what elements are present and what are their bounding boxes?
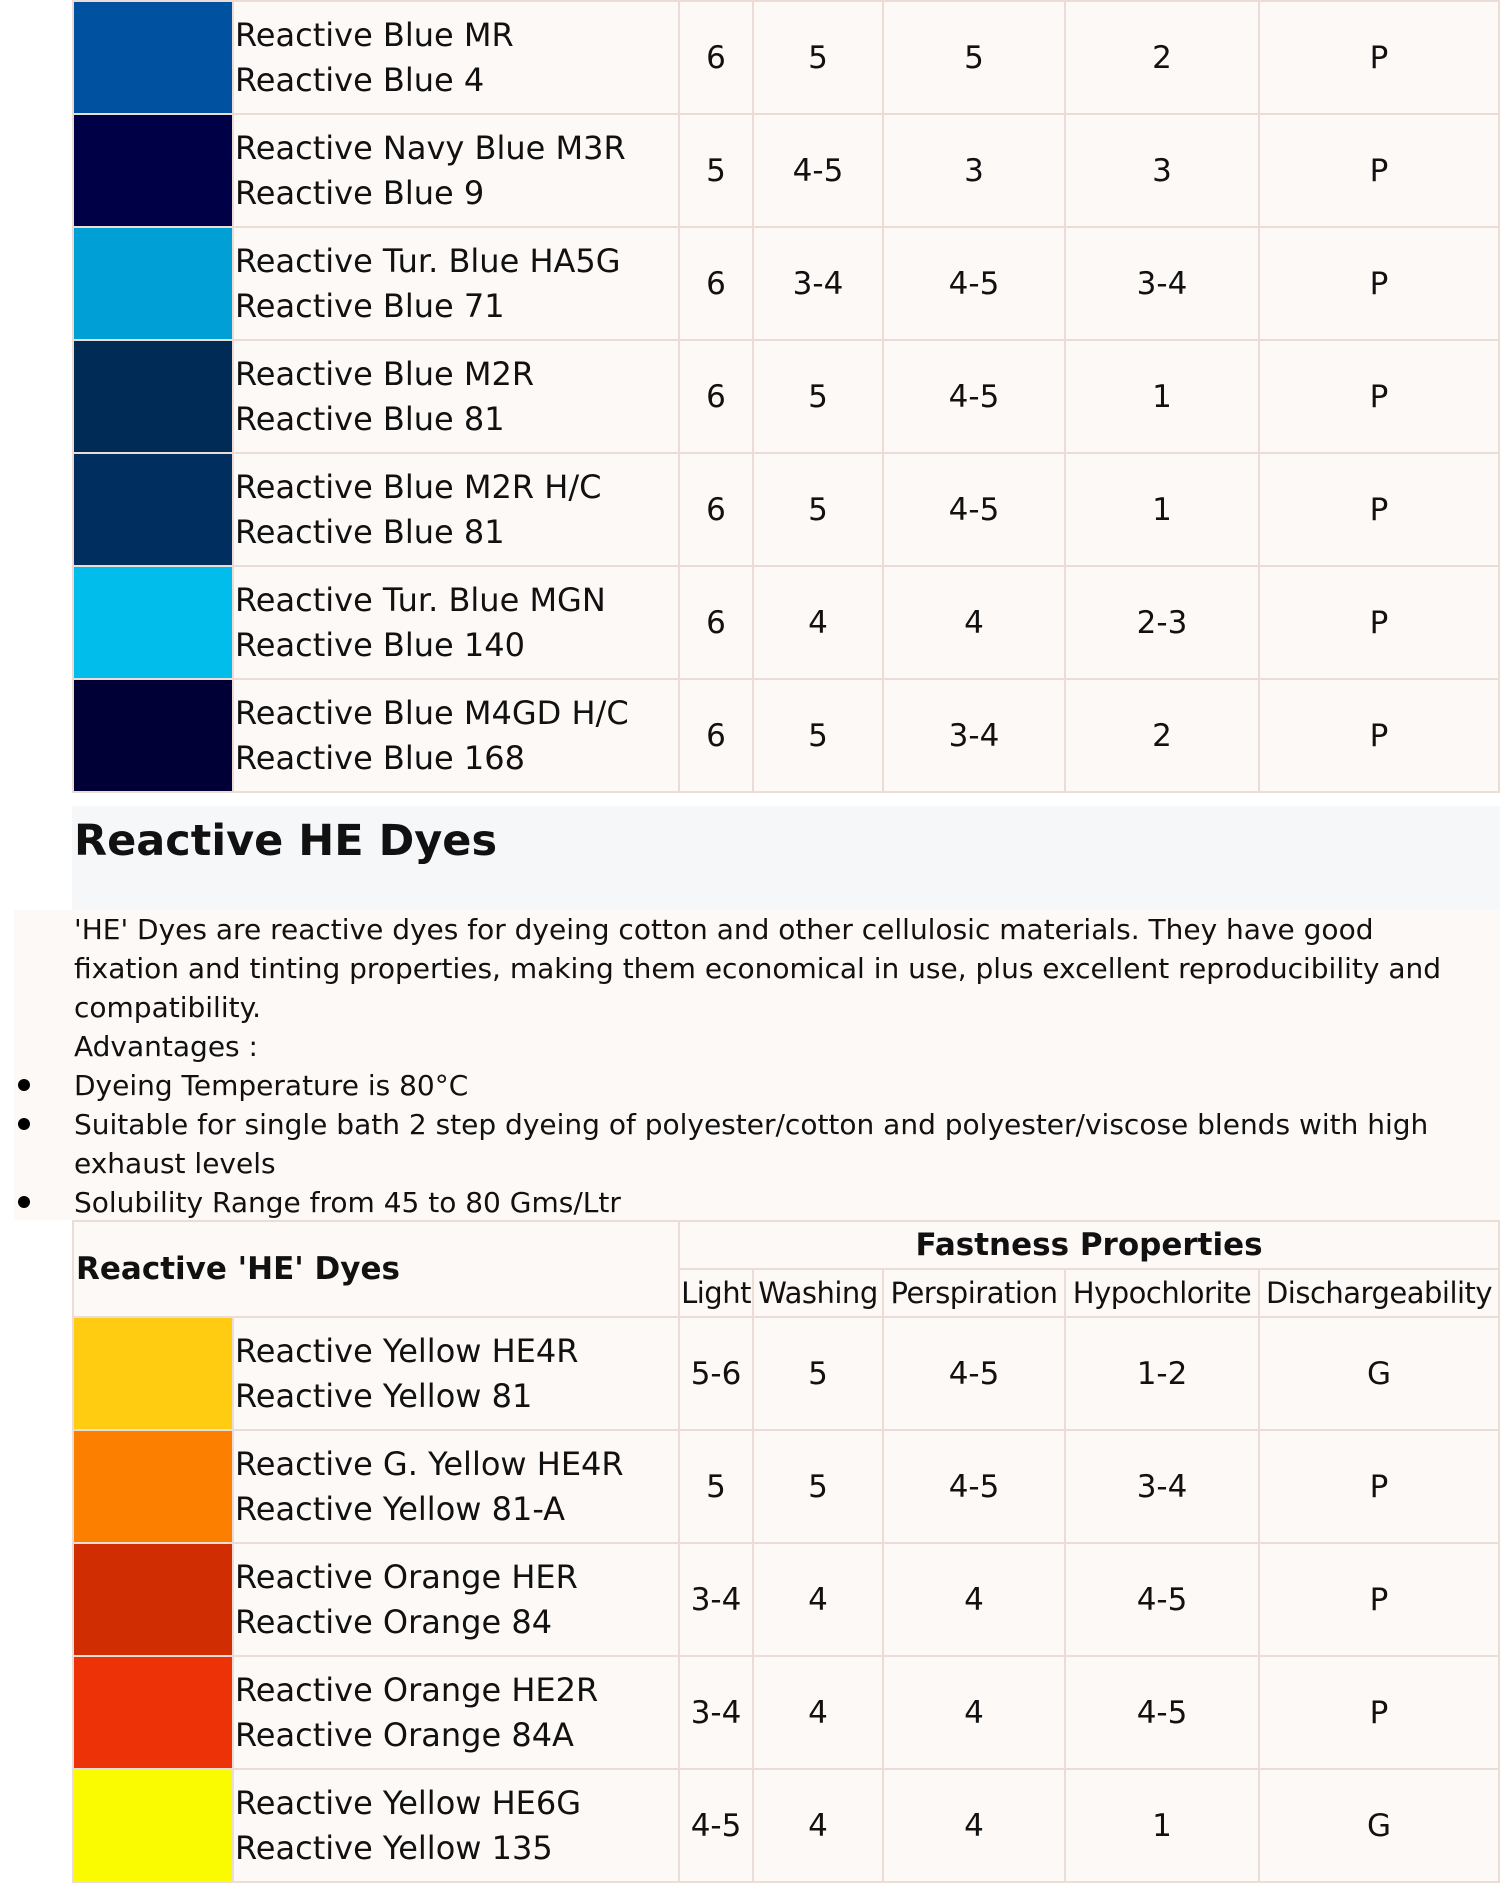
- column-header-light: Light: [679, 1269, 753, 1317]
- hypochlorite-value: 1: [1065, 1769, 1259, 1882]
- dye-name: Reactive Yellow HE4R: [235, 1331, 579, 1370]
- dye-name-cell: [233, 1769, 679, 1882]
- dye-name-cell: [233, 1656, 679, 1769]
- light-value: 6: [679, 566, 753, 679]
- light-value: 3-4: [679, 1656, 753, 1769]
- hypochlorite-value: 4-5: [1065, 1543, 1259, 1656]
- description-text: 'HE' Dyes are reactive dyes for dyeing cotton and other cellulosic materials. They have good fixation and tinting properties, making them economical in use, plus excellent reproducibility and compatibility.: [74, 913, 1442, 1024]
- dischargeability-value: P: [1259, 1656, 1499, 1769]
- list-item-text: Suitable for single bath 2 step dyeing of polyester/cotton and polyester/viscose blends with high exhaust levels: [74, 1108, 1429, 1180]
- dye-ci-name: Reactive Blue 4: [235, 60, 485, 99]
- hypochlorite-value: 4-5: [1065, 1656, 1259, 1769]
- color-swatch: [73, 453, 233, 566]
- section-description: [14, 910, 1500, 1220]
- dischargeability-value: P: [1259, 566, 1499, 679]
- dye-name: Reactive Orange HE2R: [235, 1670, 599, 1709]
- light-value: 3-4: [679, 1543, 753, 1656]
- column-header-washing: Washing: [753, 1269, 883, 1317]
- dye-name: Reactive Tur. Blue MGN: [235, 580, 606, 619]
- dischargeability-value: P: [1259, 453, 1499, 566]
- dye-ci-name: Reactive Blue 140: [235, 625, 525, 664]
- table-row: [73, 340, 1499, 453]
- dye-name: Reactive Navy Blue M3R: [235, 128, 626, 167]
- he-dyes-table: [72, 1220, 1500, 1883]
- table-title: Reactive 'HE' Dyes: [73, 1221, 679, 1317]
- list-item-text: Solubility Range from 45 to 80 Gms/Ltr: [74, 1186, 621, 1219]
- dye-name-cell: [233, 453, 679, 566]
- section-heading: Reactive HE Dyes: [74, 816, 498, 866]
- dye-name: Reactive Blue M2R H/C: [235, 467, 602, 506]
- dischargeability-value: P: [1259, 1, 1499, 114]
- perspiration-value: 3: [883, 114, 1065, 227]
- list-item: [14, 1066, 1500, 1105]
- dischargeability-value: P: [1259, 114, 1499, 227]
- dischargeability-value: P: [1259, 679, 1499, 792]
- color-swatch: [73, 227, 233, 340]
- he-dyes-table-body: [73, 1221, 1499, 1882]
- table-row: [73, 1543, 1499, 1656]
- perspiration-value: 4: [883, 1656, 1065, 1769]
- washing-value: 5: [753, 1, 883, 114]
- light-value: 6: [679, 340, 753, 453]
- dischargeability-value: G: [1259, 1769, 1499, 1882]
- dye-name-cell: [233, 1317, 679, 1430]
- dye-ci-name: Reactive Orange 84A: [235, 1715, 574, 1754]
- table-row: [73, 227, 1499, 340]
- dischargeability-value: G: [1259, 1317, 1499, 1430]
- table-row: [73, 566, 1499, 679]
- washing-value: 5: [753, 340, 883, 453]
- light-value: 5-6: [679, 1317, 753, 1430]
- dye-ci-name: Reactive Blue 81: [235, 399, 505, 438]
- fastness-properties-header: Fastness Properties: [679, 1221, 1499, 1269]
- perspiration-value: 4-5: [883, 1430, 1065, 1543]
- blue-dyes-table: [72, 0, 1500, 793]
- washing-value: 5: [753, 1317, 883, 1430]
- light-value: 5: [679, 1430, 753, 1543]
- washing-value: 5: [753, 679, 883, 792]
- dye-ci-name: Reactive Yellow 81: [235, 1376, 533, 1415]
- perspiration-value: 4-5: [883, 340, 1065, 453]
- dye-name: Reactive Orange HER: [235, 1557, 578, 1596]
- light-value: 6: [679, 453, 753, 566]
- light-value: 5: [679, 114, 753, 227]
- perspiration-value: 4: [883, 1543, 1065, 1656]
- dye-name: Reactive G. Yellow HE4R: [235, 1444, 624, 1483]
- dye-ci-name: Reactive Blue 9: [235, 173, 485, 212]
- table-row: [73, 453, 1499, 566]
- section-heading-band: [72, 806, 1500, 910]
- color-swatch: [73, 679, 233, 792]
- table-row: [73, 1, 1499, 114]
- dye-name-cell: [233, 1543, 679, 1656]
- dye-name-cell: [233, 679, 679, 792]
- washing-value: 4-5: [753, 114, 883, 227]
- dischargeability-value: P: [1259, 227, 1499, 340]
- table-row: [73, 1317, 1499, 1430]
- dye-name-cell: [233, 566, 679, 679]
- table-row: [73, 1769, 1499, 1882]
- perspiration-value: 4-5: [883, 1317, 1065, 1430]
- dye-name: Reactive Blue MR: [235, 15, 514, 54]
- perspiration-value: 3-4: [883, 679, 1065, 792]
- perspiration-value: 4-5: [883, 227, 1065, 340]
- dye-name-cell: [233, 1, 679, 114]
- dye-name-cell: [233, 114, 679, 227]
- perspiration-value: 4: [883, 1769, 1065, 1882]
- dye-ci-name: Reactive Blue 71: [235, 286, 505, 325]
- table-row: [73, 1656, 1499, 1769]
- bullet-icon: [18, 1079, 30, 1091]
- advantages-list: [14, 1066, 1500, 1222]
- hypochlorite-value: 2: [1065, 679, 1259, 792]
- dye-ci-name: Reactive Yellow 81-A: [235, 1489, 566, 1528]
- dye-ci-name: Reactive Yellow 135: [235, 1828, 553, 1867]
- hypochlorite-value: 1-2: [1065, 1317, 1259, 1430]
- light-value: 6: [679, 227, 753, 340]
- color-swatch: [73, 1656, 233, 1769]
- dischargeability-value: P: [1259, 340, 1499, 453]
- list-item: [14, 1105, 1500, 1183]
- list-item-text: Dyeing Temperature is 80°C: [74, 1069, 469, 1102]
- column-header-perspiration: Perspiration: [883, 1269, 1065, 1317]
- hypochlorite-value: 2: [1065, 1, 1259, 114]
- dye-name-cell: [233, 340, 679, 453]
- table-row: [73, 679, 1499, 792]
- hypochlorite-value: 1: [1065, 340, 1259, 453]
- blue-dyes-table-body: [73, 1, 1499, 792]
- washing-value: 4: [753, 1656, 883, 1769]
- color-swatch: [73, 566, 233, 679]
- dye-ci-name: Reactive Orange 84: [235, 1602, 553, 1641]
- dye-name: Reactive Blue M4GD H/C: [235, 693, 629, 732]
- table-header-row: [73, 1221, 1499, 1269]
- dischargeability-value: P: [1259, 1430, 1499, 1543]
- dye-name: Reactive Yellow HE6G: [235, 1783, 582, 1822]
- light-value: 6: [679, 1, 753, 114]
- hypochlorite-value: 3-4: [1065, 227, 1259, 340]
- washing-value: 4: [753, 1769, 883, 1882]
- advantages-label: Advantages :: [74, 1030, 258, 1063]
- dye-name: Reactive Blue M2R: [235, 354, 535, 393]
- color-swatch: [73, 1769, 233, 1882]
- dye-ci-name: Reactive Blue 81: [235, 512, 505, 551]
- hypochlorite-value: 3-4: [1065, 1430, 1259, 1543]
- dye-name: Reactive Tur. Blue HA5G: [235, 241, 621, 280]
- hypochlorite-value: 3: [1065, 114, 1259, 227]
- dye-ci-name: Reactive Blue 168: [235, 738, 525, 777]
- light-value: 6: [679, 679, 753, 792]
- dischargeability-value: P: [1259, 1543, 1499, 1656]
- washing-value: 5: [753, 453, 883, 566]
- table-row: [73, 1430, 1499, 1543]
- washing-value: 4: [753, 1543, 883, 1656]
- bullet-icon: [18, 1118, 30, 1130]
- bullet-icon: [18, 1196, 30, 1208]
- color-swatch: [73, 1543, 233, 1656]
- color-swatch: [73, 1, 233, 114]
- hypochlorite-value: 2-3: [1065, 566, 1259, 679]
- washing-value: 5: [753, 1430, 883, 1543]
- hypochlorite-value: 1: [1065, 453, 1259, 566]
- list-item: [14, 1183, 1500, 1222]
- light-value: 4-5: [679, 1769, 753, 1882]
- color-swatch: [73, 1430, 233, 1543]
- color-swatch: [73, 340, 233, 453]
- washing-value: 4: [753, 566, 883, 679]
- washing-value: 3-4: [753, 227, 883, 340]
- color-swatch: [73, 1317, 233, 1430]
- column-header-hypochlorite: Hypochlorite: [1065, 1269, 1259, 1317]
- perspiration-value: 4: [883, 566, 1065, 679]
- column-header-dischargeability: Dischargeability: [1259, 1269, 1499, 1317]
- perspiration-value: 4-5: [883, 453, 1065, 566]
- table-row: [73, 114, 1499, 227]
- dye-name-cell: [233, 1430, 679, 1543]
- color-swatch: [73, 114, 233, 227]
- perspiration-value: 5: [883, 1, 1065, 114]
- dye-name-cell: [233, 227, 679, 340]
